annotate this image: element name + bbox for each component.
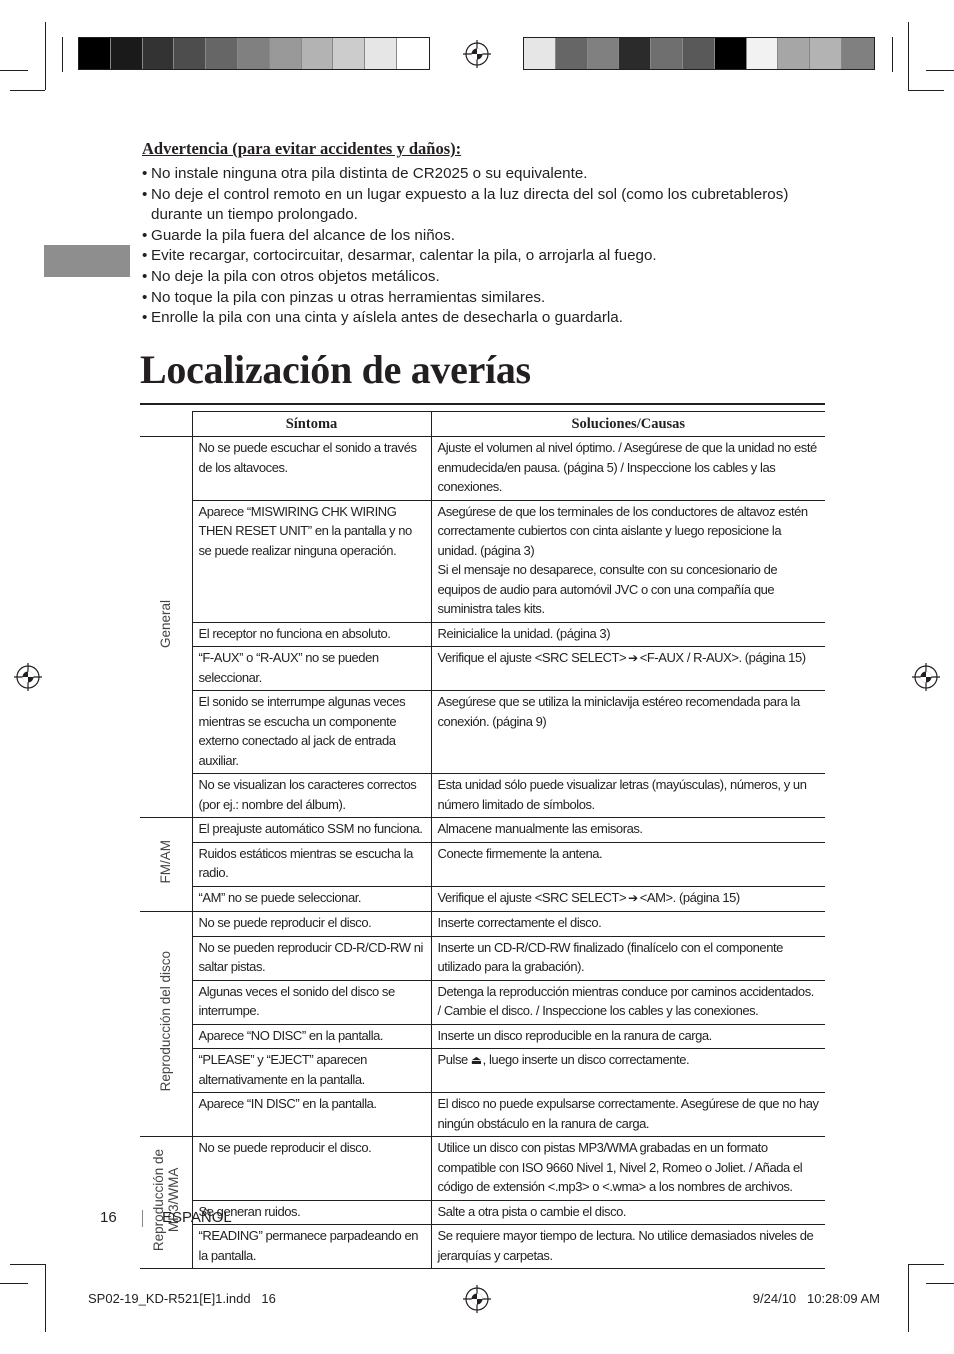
warning-item: • Enrolle la pila con una cinta y aíslela antes de desecharla o guardarla. <box>142 308 832 329</box>
symptom-cell: “AM” no se puede seleccionar. <box>192 886 431 912</box>
table-header-row <box>140 412 825 437</box>
color-swatch <box>238 38 270 69</box>
solution-text: <F-AUX / R-AUX>. (página 15) <box>639 650 806 665</box>
color-swatch <box>302 38 334 69</box>
category-cell <box>140 818 192 912</box>
table-row <box>140 912 825 937</box>
footer-separator <box>142 1210 143 1227</box>
crop-mark <box>10 90 45 91</box>
warning-item: • No deje el control remoto en un lugar expuesto a la luz directa del sol (como los cubretableros) durante un tiempo prolongado. <box>142 185 832 226</box>
solution-cell <box>431 1049 825 1093</box>
warning-item: • No instale ninguna otra pila distinta de CR2025 o su equivalente. <box>142 164 832 185</box>
color-swatch <box>588 38 620 69</box>
crop-mark <box>62 37 63 72</box>
troubleshooting-table <box>140 411 825 1269</box>
header-symptom: Síntoma <box>192 412 431 437</box>
solution-cell: El disco no puede expulsarse correctamente. Asegúrese de que no hay ningún obstáculo en la ranura de carga. <box>431 1093 825 1137</box>
symptom-cell: No se puede reproducir el disco. <box>192 1137 431 1201</box>
crop-mark <box>10 1264 45 1265</box>
table-row <box>140 647 825 691</box>
color-swatch <box>143 38 175 69</box>
symptom-cell: Ruidos estáticos mientras se escucha la radio. <box>192 842 431 886</box>
title-rule <box>140 403 825 405</box>
page-title: Localización de averías <box>140 347 531 392</box>
table-row <box>140 437 825 501</box>
color-swatch <box>174 38 206 69</box>
header-blank <box>140 412 192 437</box>
symptom-cell: El receptor no funciona en absoluto. <box>192 622 431 647</box>
eject-icon: ⏏ <box>470 1053 482 1067</box>
symptom-cell: No se pueden reproducir CD-R/CD-RW ni saltar pistas. <box>192 936 431 980</box>
solution-cell: Utilice un disco con pistas MP3/WMA grabadas en un formato compatible con ISO 9660 Nivel 1, Nivel 2, Romeo o Joliet. / Añada el código de extensión <.mp3> o <.wma> a los nombres de archivos. <box>431 1137 825 1201</box>
color-swatch <box>397 38 429 69</box>
slug-file: SP02-19_KD-R521[E]1.indd 16 <box>88 1291 276 1306</box>
crop-mark <box>908 1264 944 1265</box>
warning-item: • Evite recargar, cortocircuitar, desarmar, calentar la pila, o arrojarla al fuego. <box>142 246 832 267</box>
crop-mark <box>908 90 944 91</box>
right-arrow-icon: ➔ <box>628 890 638 905</box>
color-swatch <box>206 38 238 69</box>
color-swatch <box>810 38 842 69</box>
page-number: 16 <box>100 1209 117 1226</box>
symptom-cell: Se generan ruidos. <box>192 1200 431 1225</box>
warning-item: • No deje la pila con otros objetos metálicos. <box>142 267 832 288</box>
table-row <box>140 622 825 647</box>
color-swatch <box>333 38 365 69</box>
registration-target-icon <box>463 1285 491 1313</box>
table-row <box>140 886 825 912</box>
color-swatch <box>715 38 747 69</box>
table-row <box>140 842 825 886</box>
crop-mark <box>908 1264 909 1332</box>
symptom-cell: Algunas veces el sonido del disco se interrumpe. <box>192 980 431 1024</box>
solution-cell: Se requiere mayor tiempo de lectura. No utilice demasiados niveles de jerarquías y carpetas. <box>431 1225 825 1269</box>
symptom-cell: Aparece “NO DISC” en la pantalla. <box>192 1024 431 1049</box>
category-label: Reproducción del disco <box>158 951 174 1092</box>
color-swatch <box>79 38 111 69</box>
symptom-cell: No se puede escuchar el sonido a través de los altavoces. <box>192 437 431 501</box>
color-swatch <box>111 38 143 69</box>
warning-title: Advertencia (para evitar accidentes y daños): <box>142 139 462 158</box>
color-swatch <box>365 38 397 69</box>
table-row <box>140 980 825 1024</box>
right-arrow-icon: ➔ <box>628 651 638 665</box>
solution-cell <box>431 886 825 912</box>
crop-mark <box>45 22 46 90</box>
category-label: FM/AM <box>158 840 174 884</box>
table-row <box>140 818 825 843</box>
color-swatch <box>556 38 588 69</box>
color-swatch <box>524 38 556 69</box>
category-cell <box>140 912 192 1137</box>
registration-target-icon <box>912 663 940 691</box>
table-row <box>140 936 825 980</box>
solution-cell: Almacene manualmente las emisoras. <box>431 818 825 843</box>
solution-cell <box>431 647 825 691</box>
table-row <box>140 500 825 622</box>
solution-cell: Asegúrese de que los terminales de los conductores de altavoz estén correctamente cubiertos con cinta aislante y luego reposicione la unidad. (página 3) Si el mensaje no desaparece, consulte con su concesionario de equipos de audio para automóvil JVC o con una compañía que suministra tales kits. <box>431 500 825 622</box>
crop-mark <box>892 37 893 72</box>
crop-mark <box>926 1283 954 1284</box>
symptom-cell: No se puede reproducir el disco. <box>192 912 431 937</box>
color-bar-left <box>78 37 430 70</box>
crop-mark <box>45 1264 46 1332</box>
table-row <box>140 691 825 774</box>
solution-cell: Asegúrese que se utiliza la miniclavija estéreo recomendada para la conexión. (página 9) <box>431 691 825 774</box>
crop-mark <box>908 22 909 90</box>
solution-text: <AM>. (página 15) <box>639 889 740 905</box>
table-row <box>140 1093 825 1137</box>
registration-target-icon <box>14 663 42 691</box>
header-solution: Soluciones/Causas <box>431 412 825 437</box>
symptom-cell: “PLEASE” y “EJECT” aparecen alternativamente en la pantalla. <box>192 1049 431 1093</box>
color-swatch <box>778 38 810 69</box>
solution-cell: Inserte correctamente el disco. <box>431 912 825 937</box>
category-label: General <box>158 600 174 649</box>
solution-cell: Detenga la reproducción mientras conduce por caminos accidentados. / Cambie el disco. / Inspeccione los cables y las conexiones. <box>431 980 825 1024</box>
color-swatch <box>842 38 874 69</box>
solution-cell: Reinicialice la unidad. (página 3) <box>431 622 825 647</box>
warning-list <box>142 164 832 329</box>
registration-target-icon <box>463 40 491 68</box>
solution-cell: Ajuste el volumen al nivel óptimo. / Asegúrese de que la unidad no esté enmudecida/en pausa. (página 5) / Inspeccione los cables y las conexiones. <box>431 437 825 501</box>
color-swatch <box>683 38 715 69</box>
warning-item: • No toque la pila con pinzas u otras herramientas similares. <box>142 288 832 309</box>
solution-text: Verifique el ajuste <SRC SELECT> <box>437 650 627 665</box>
table-row <box>140 1137 825 1201</box>
color-swatch <box>651 38 683 69</box>
symptom-cell: El preajuste automático SSM no funciona. <box>192 818 431 843</box>
footer-language: ESPAÑOL <box>162 1209 232 1226</box>
solution-cell: Inserte un CD-R/CD-RW finalizado (finalícelo con el componente utilizado para la grabación). <box>431 936 825 980</box>
color-swatch <box>619 38 651 69</box>
category-label: Reproducción de MP3/WMA <box>150 1148 181 1251</box>
table-row <box>140 1024 825 1049</box>
symptom-cell: No se visualizan los caracteres correctos (por ej.: nombre del álbum). <box>192 774 431 818</box>
table-row <box>140 1225 825 1269</box>
crop-mark <box>926 70 954 71</box>
color-swatch <box>270 38 302 69</box>
crop-mark <box>0 1283 28 1284</box>
language-side-tab <box>44 245 130 277</box>
crop-mark <box>0 70 28 71</box>
slug-date: 9/24/10 10:28:09 AM <box>752 1291 880 1306</box>
category-cell <box>140 1137 192 1269</box>
solution-cell: Salte a otra pista o cambie el disco. <box>431 1200 825 1225</box>
table-row <box>140 774 825 818</box>
table-row <box>140 1200 825 1225</box>
solution-cell: Conecte firmemente la antena. <box>431 842 825 886</box>
symptom-cell: El sonido se interrumpe algunas veces mientras se escucha un componente externo conectado al jack de entrada auxiliar. <box>192 691 431 774</box>
symptom-cell: “READING” permanece parpadeando en la pantalla. <box>192 1225 431 1269</box>
solution-text: , luego inserte un disco correctamente. <box>482 1052 690 1067</box>
color-bar-right <box>523 37 875 70</box>
table-row <box>140 1049 825 1093</box>
symptom-cell: “F-AUX” o “R-AUX” no se pueden seleccionar. <box>192 647 431 691</box>
solution-cell: Inserte un disco reproducible en la ranura de carga. <box>431 1024 825 1049</box>
solution-text: Verifique el ajuste <SRC SELECT> <box>437 889 627 905</box>
warning-item: • Guarde la pila fuera del alcance de los niños. <box>142 226 832 247</box>
category-cell <box>140 437 192 818</box>
symptom-cell: Aparece “IN DISC” en la pantalla. <box>192 1093 431 1137</box>
color-swatch <box>747 38 779 69</box>
solution-cell: Esta unidad sólo puede visualizar letras (mayúsculas), números, y un número limitado de símbolos. <box>431 774 825 818</box>
symptom-cell: Aparece “MISWIRING CHK WIRING THEN RESET UNIT” en la pantalla y no se puede realizar ninguna operación. <box>192 500 431 622</box>
solution-text: Pulse <box>437 1052 468 1067</box>
